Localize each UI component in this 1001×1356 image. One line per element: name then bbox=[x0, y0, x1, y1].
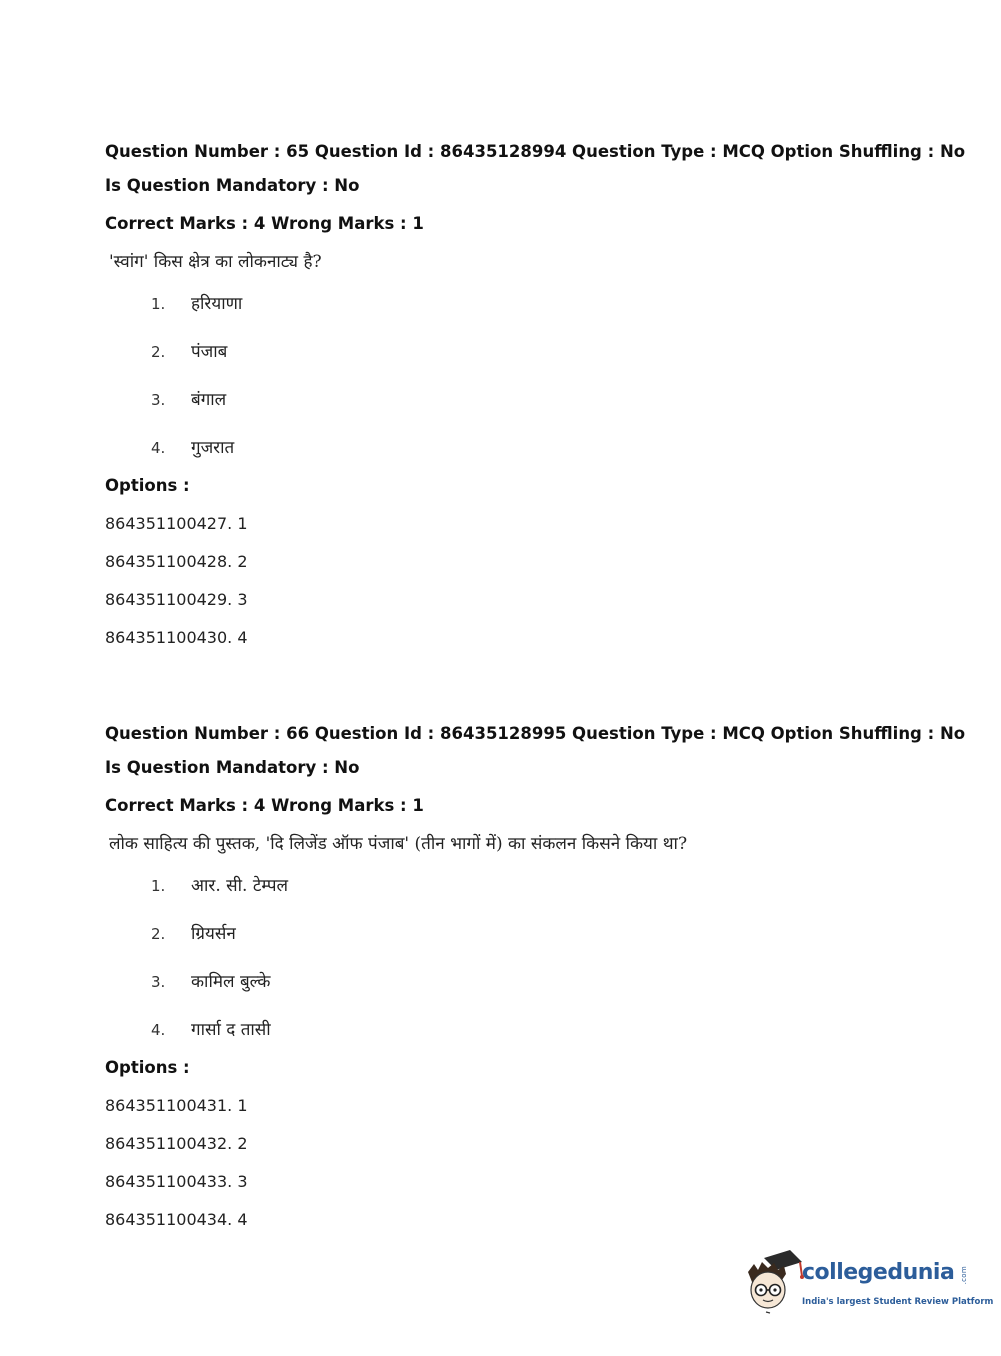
option-id-item: 864351100429. 3 bbox=[105, 590, 248, 609]
choice-item bbox=[105, 920, 965, 948]
option-id-list bbox=[105, 1094, 965, 1232]
question-block bbox=[105, 140, 965, 650]
logo-tagline: India's largest Student Review Platform bbox=[802, 1297, 994, 1307]
choice-item bbox=[105, 290, 965, 318]
collegedunia-logo[interactable] bbox=[742, 1250, 994, 1320]
choice-text: आर. सी. टेम्पल bbox=[191, 876, 289, 896]
choice-number: 3. bbox=[151, 391, 166, 409]
choice-text: पंजाब bbox=[191, 342, 228, 362]
option-id-item: 864351100434. 4 bbox=[105, 1210, 248, 1229]
choice-item bbox=[105, 386, 965, 414]
option-id-item: 864351100431. 1 bbox=[105, 1096, 248, 1115]
choice-item bbox=[105, 968, 965, 996]
mascot-icon bbox=[742, 1250, 804, 1314]
options-label: Options : bbox=[105, 476, 190, 495]
choice-list bbox=[105, 290, 965, 462]
choice-number: 3. bbox=[151, 973, 166, 991]
option-id-item: 864351100432. 2 bbox=[105, 1134, 248, 1153]
question-text: 'स्वांग' किस क्षेत्र का लोकनाट्य है? bbox=[109, 252, 322, 272]
choice-number: 1. bbox=[151, 877, 166, 895]
choice-item bbox=[105, 872, 965, 900]
choice-text: हरियाणा bbox=[191, 294, 243, 314]
question-meta-line: Question Number : 65 Question Id : 86435128994 Question Type : MCQ Option Shuffling : No bbox=[105, 142, 966, 161]
question-text: लोक साहित्य की पुस्तक, 'दि लिजेंड ऑफ पंजाब' (तीन भागों में) का संकलन किसने किया था? bbox=[109, 834, 688, 854]
choice-text: कामिल बुल्के bbox=[191, 972, 271, 992]
option-id-item: 864351100428. 2 bbox=[105, 552, 248, 571]
question-marks-line: Correct Marks : 4 Wrong Marks : 1 bbox=[105, 796, 424, 815]
option-id-list bbox=[105, 512, 965, 650]
question-meta-line: Question Number : 66 Question Id : 86435128995 Question Type : MCQ Option Shuffling : No bbox=[105, 724, 966, 743]
options-label: Options : bbox=[105, 1058, 190, 1077]
choice-item bbox=[105, 338, 965, 366]
choice-text: बंगाल bbox=[191, 390, 227, 410]
choice-text: गार्सा द तासी bbox=[191, 1020, 271, 1040]
option-id-item: 864351100430. 4 bbox=[105, 628, 248, 647]
option-id-item: 864351100433. 3 bbox=[105, 1172, 248, 1191]
choice-item bbox=[105, 1016, 965, 1044]
option-id-item: 864351100427. 1 bbox=[105, 514, 248, 533]
choice-number: 4. bbox=[151, 439, 166, 457]
choice-text: ग्रियर्सन bbox=[191, 924, 236, 944]
choice-number: 1. bbox=[151, 295, 166, 313]
logo-dotcom: .com bbox=[960, 1266, 968, 1285]
choice-item bbox=[105, 434, 965, 462]
choice-list bbox=[105, 872, 965, 1044]
choice-number: 2. bbox=[151, 343, 166, 361]
question-block bbox=[105, 722, 965, 1232]
question-mandatory-line: Is Question Mandatory : No bbox=[105, 758, 360, 777]
question-mandatory-line: Is Question Mandatory : No bbox=[105, 176, 360, 195]
logo-wordmark: collegedunia bbox=[802, 1260, 955, 1285]
choice-text: गुजरात bbox=[191, 438, 235, 458]
question-marks-line: Correct Marks : 4 Wrong Marks : 1 bbox=[105, 214, 424, 233]
choice-number: 4. bbox=[151, 1021, 166, 1039]
choice-number: 2. bbox=[151, 925, 166, 943]
